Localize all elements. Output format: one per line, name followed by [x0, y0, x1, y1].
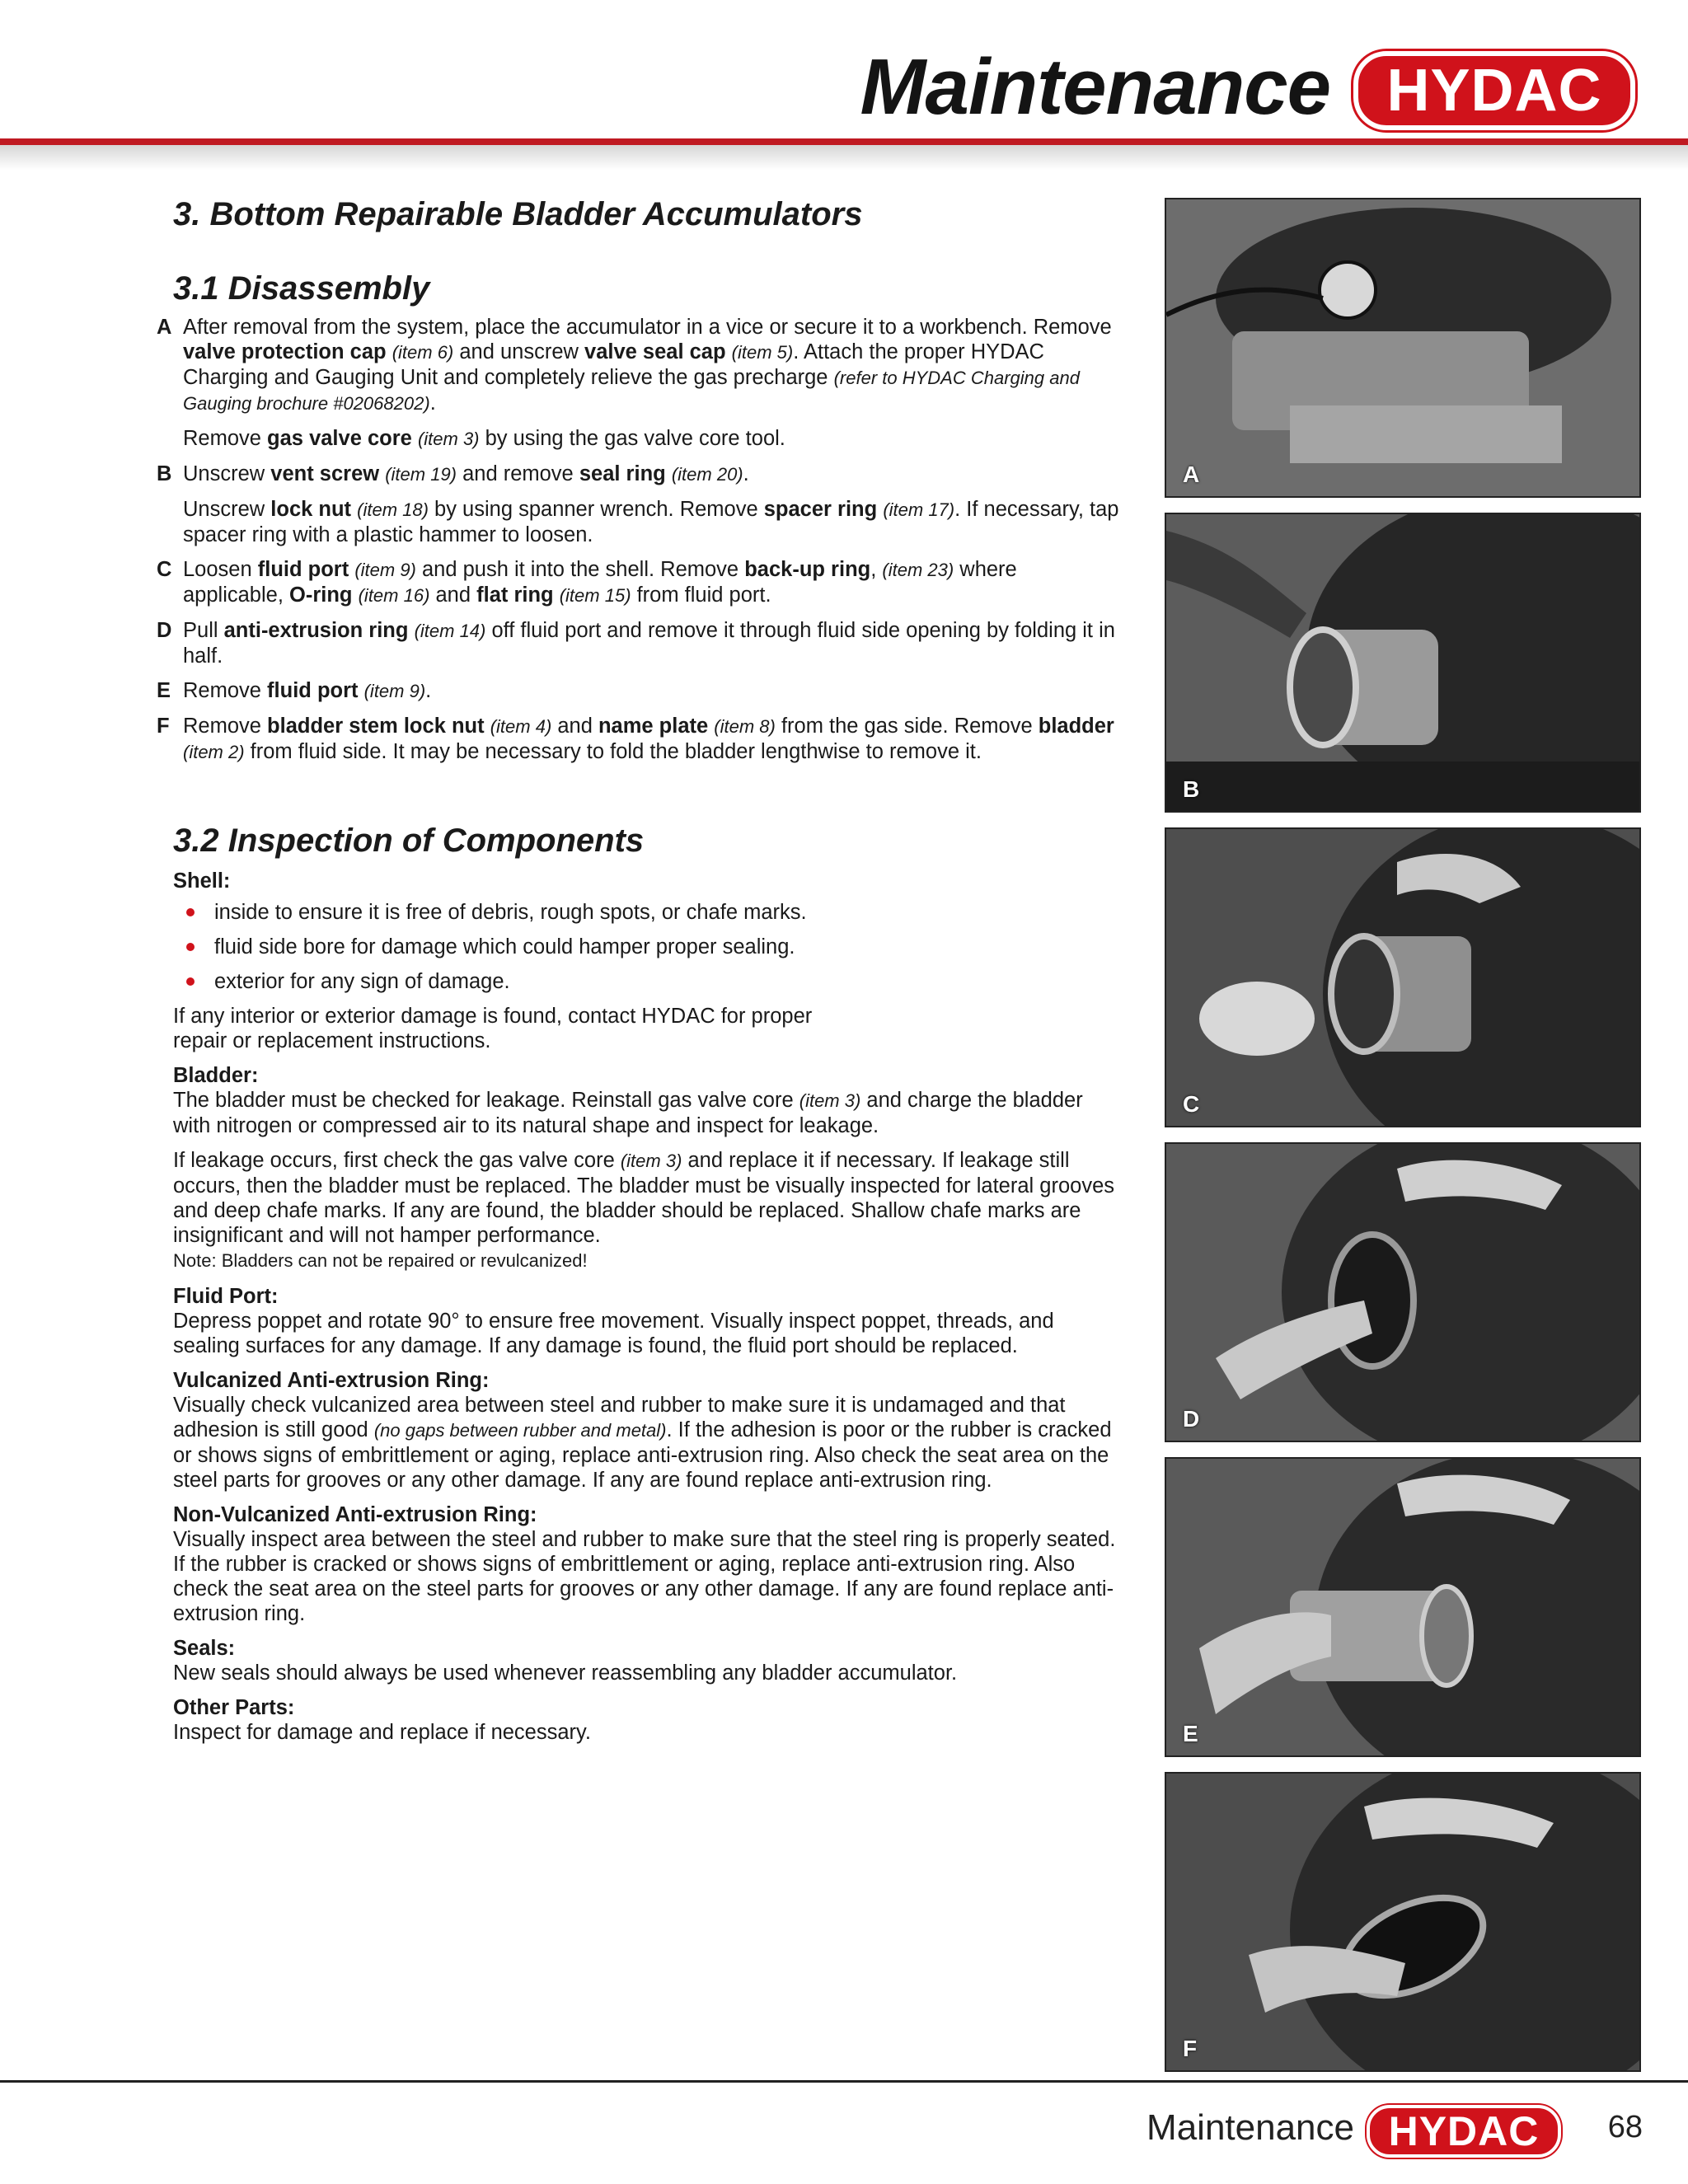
fluid-port-heading: Fluid Port:	[173, 1285, 279, 1308]
bladder-text: If leakage occurs, first check the gas valve core (item 3) and replace it if necessary. If leakage still occurs, then the bladder must be replaced. The bladder must be visually inspected for lateral grooves and deep chafe marks. If any are found, the bladder should be replaced. Shallow chafe marks are insignificant and will not hamper performance.	[173, 1149, 1114, 1247]
footer-title: Maintenance	[1146, 2107, 1354, 2148]
step-text: Unscrew vent screw (item 19) and remove seal ring (item 20).	[183, 462, 749, 485]
step-text: Remove bladder stem lock nut (item 4) and name plate (item 8) from the gas side. Remove bladder (item 2) from fluid side. It may be necessary to fold the bladder lengthwise to remove it.	[183, 715, 1114, 763]
step-f	[157, 714, 1121, 765]
non-vulcanized-heading: Non-Vulcanized Anti-extrusion Ring:	[173, 1503, 537, 1526]
seals-text: New seals should always be used whenever reassembling any bladder accumulator.	[173, 1661, 958, 1685]
hydac-logo-footer: HYDAC	[1367, 2105, 1561, 2158]
photo-label: F	[1183, 2036, 1198, 2061]
page-header	[0, 0, 1688, 190]
step-text: Pull anti-extrusion ring (item 14) off fluid port and remove it through fluid side opening by folding it in half.	[183, 619, 1115, 668]
step-letter: A	[157, 316, 172, 339]
other-parts-heading: Other Parts:	[173, 1696, 295, 1719]
photo-b	[1165, 513, 1641, 813]
disassembly-title: 3.1 Disassembly	[173, 270, 430, 307]
photo-label: E	[1183, 1721, 1198, 1746]
step-text: Loosen fluid port (item 9) and push it into the shell. Remove back-up ring, (item 23) where applicable, O-ring (item 16) and flat ring (item 15) from fluid port.	[183, 558, 1017, 607]
photo-label: C	[1183, 1091, 1200, 1117]
list-item: inside to ensure it is free of debris, rough spots, or chafe marks.	[173, 900, 1121, 925]
list-item: fluid side bore for damage which could hamper proper sealing.	[173, 935, 1121, 959]
step-letter: E	[157, 679, 171, 702]
photo-e	[1165, 1457, 1641, 1757]
photo-label: D	[1183, 1406, 1200, 1432]
step-text: Remove gas valve core (item 3) by using the gas valve core tool.	[183, 427, 785, 450]
other-parts-text: Inspect for damage and replace if necessary.	[173, 1721, 591, 1744]
step-e	[157, 678, 1121, 704]
vulcanized-text: Visually check vulcanized area between steel and rubber to make sure it is undamaged and that adhesion is still good (no gaps between rubber and metal). If the adhesion is poor or the rubber is cracked or shows signs of embrittlement or aging, replace anti-extrusion ring. Also check the seat area on the steel parts for grooves or any other damage. If any are found replace anti-extrusion ring.	[173, 1394, 1112, 1492]
photo-a	[1165, 198, 1641, 498]
bladder-note: Note: Bladders can not be repaired or revulcanized!	[173, 1250, 588, 1271]
header-rule	[0, 138, 1688, 145]
step-letter: D	[157, 619, 172, 642]
vulcanized-heading: Vulcanized Anti-extrusion Ring:	[173, 1369, 490, 1392]
photo-f	[1165, 1772, 1641, 2072]
step-letter: C	[157, 558, 172, 581]
page-number: 68	[1607, 2110, 1643, 2144]
step-text: Remove fluid port (item 9).	[183, 679, 432, 702]
header-shade	[0, 145, 1688, 170]
shell-bullets	[173, 900, 1121, 994]
step-b	[157, 462, 1121, 547]
shell-text: If any interior or exterior damage is found, contact HYDAC for proper repair or replacement instructions.	[173, 1005, 813, 1052]
inspection-title: 3.2 Inspection of Components	[173, 823, 645, 859]
hydac-logo: HYDAC	[1353, 51, 1635, 130]
step-letter: B	[157, 462, 172, 485]
step-a	[157, 315, 1121, 452]
inspection-content	[173, 869, 1121, 1755]
shell-heading: Shell:	[173, 869, 231, 893]
section-title: 3. Bottom Repairable Bladder Accumulators	[173, 196, 863, 232]
photo-c	[1165, 827, 1641, 1127]
bladder-heading: Bladder:	[173, 1064, 259, 1087]
photo-d	[1165, 1142, 1641, 1442]
list-item: exterior for any sign of damage.	[173, 969, 1121, 994]
footer-rule	[0, 2080, 1688, 2083]
non-vulcanized-text: Visually inspect area between the steel and rubber to make sure that the steel ring is properly seated. If the rubber is cracked or shows signs of embrittlement or aging, replace anti-extrusion ring. Also check the seat area on the steel parts for grooves or any other damage. If any are found replace anti-extrusion ring.	[173, 1528, 1116, 1625]
header-title: Maintenance	[860, 43, 1330, 131]
step-text: Unscrew lock nut (item 18) by using spanner wrench. Remove spacer ring (item 17). If necessary, tap spacer ring with a plastic hammer to loosen.	[183, 498, 1119, 546]
photo-label: A	[1183, 462, 1200, 487]
fluid-port-text: Depress poppet and rotate 90° to ensure free movement. Visually inspect poppet, threads, and sealing surfaces for any damage. If any damage is found, the fluid port should be replaced.	[173, 1310, 1054, 1357]
disassembly-steps	[157, 315, 1121, 775]
step-letter: F	[157, 715, 170, 738]
step-text: After removal from the system, place the accumulator in a vice or secure it to a workbench. Remove valve protection cap (item 6) and unscrew valve seal cap (item 5). Attach the proper HYDAC Charging and Gauging Unit and completely relieve the gas precharge (refer to HYDAC Charging and Gauging brochure #02068202).	[183, 316, 1112, 415]
bladder-text: The bladder must be checked for leakage. Reinstall gas valve core (item 3) and charge the bladder with nitrogen or compressed air to its natural shape and inspect for leakage.	[173, 1089, 1083, 1137]
step-c	[157, 557, 1121, 608]
photo-label: B	[1183, 776, 1200, 802]
seals-heading: Seals:	[173, 1637, 236, 1660]
step-d	[157, 618, 1121, 668]
